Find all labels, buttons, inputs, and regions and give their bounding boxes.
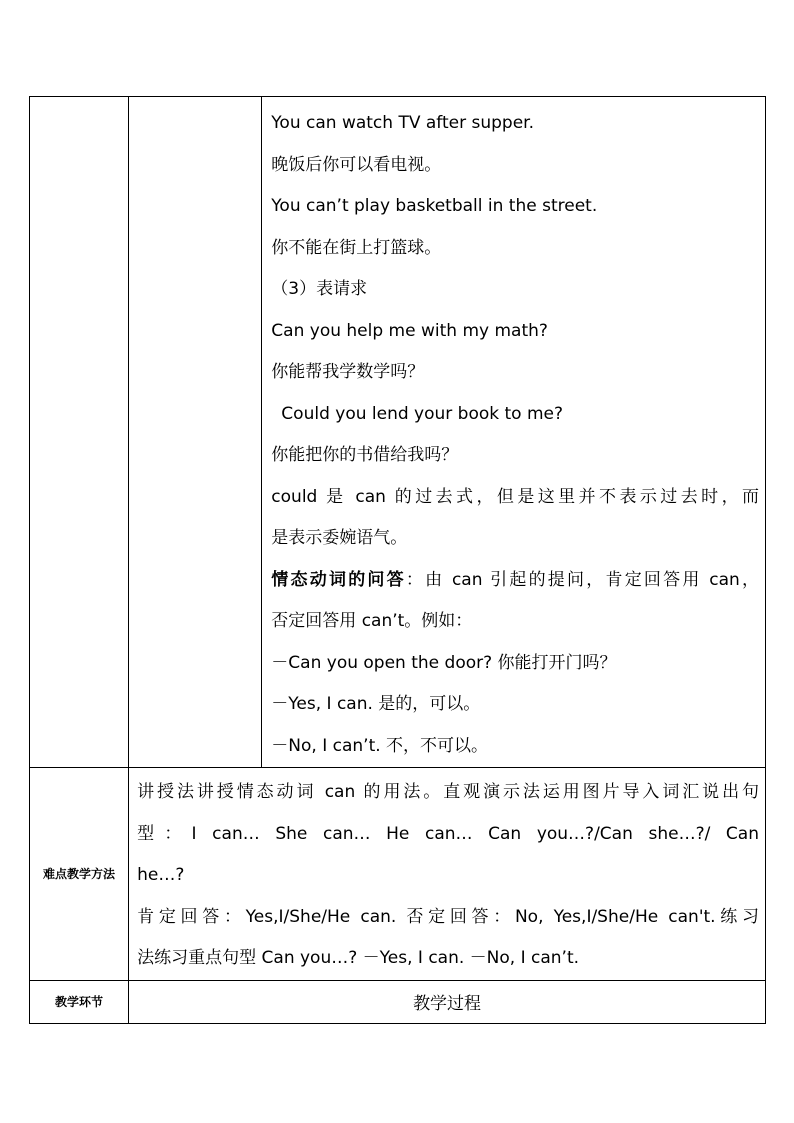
text-line: You can watch TV after supper. xyxy=(271,113,534,133)
lesson-plan-table xyxy=(29,96,766,1024)
text-line: Can you help me with my math? xyxy=(271,320,548,341)
text-line: 肯定回答：Yes,I/She/He can. 否定回答：No, Yes,I/She/He can't.练习 xyxy=(137,906,759,927)
text-line: 你不能在街上打篮球。 xyxy=(271,237,442,258)
text-line: 讲授法讲授情态动词 can 的用法。直观演示法运用图片导入词汇说出句 xyxy=(137,782,759,802)
modal-qa-text: ：由 can 引起的提问，肯定回答用 can， xyxy=(405,569,759,590)
text-line: he…? xyxy=(137,865,185,885)
grammar-content-cell xyxy=(262,97,766,768)
modal-qa-heading: 情态动词的问答 xyxy=(271,569,406,590)
table-row xyxy=(30,768,766,981)
dialog-line: －Yes, I can. 是的，可以。 xyxy=(271,694,481,714)
text-line: 否定回答用 can’t。例如： xyxy=(271,611,473,631)
table-row xyxy=(30,980,766,1023)
text-line: 你能帮我学数学吗？ xyxy=(271,362,425,382)
teaching-method-cell xyxy=(129,768,766,981)
text-line: Could you lend your book to me? xyxy=(281,403,564,424)
row-label-teaching-method: 难点教学方法 xyxy=(30,768,129,981)
modal-qa-line xyxy=(271,560,759,602)
text-line: （3）表请求 xyxy=(271,279,368,299)
empty-cell xyxy=(129,97,262,768)
text-line: could 是 can 的过去式，但是这里并不表示过去时，而 xyxy=(271,486,759,507)
text-line: 是表示委婉语气。 xyxy=(271,528,408,548)
teaching-process-header: 教学过程 xyxy=(129,980,766,1023)
dialog-line: －No, I can’t. 不，不可以。 xyxy=(271,735,489,756)
row-label-teaching-stage: 教学环节 xyxy=(30,980,129,1023)
text-line: 型：I can… She can… He can… Can you…?/Can she…?/ Can xyxy=(137,823,759,844)
text-line: You can’t play basketball in the street. xyxy=(271,196,598,216)
text-line: 法练习重点句型 Can you…? －Yes, I can. －No, I can’t. xyxy=(137,948,580,968)
text-line: 你能把你的书借给我吗？ xyxy=(271,445,459,465)
dialog-line: －Can you open the door? 你能打开门吗？ xyxy=(271,652,617,673)
empty-label-cell xyxy=(30,97,129,768)
text-line: 晚饭后你可以看电视。 xyxy=(271,154,442,175)
table-row xyxy=(30,97,766,768)
